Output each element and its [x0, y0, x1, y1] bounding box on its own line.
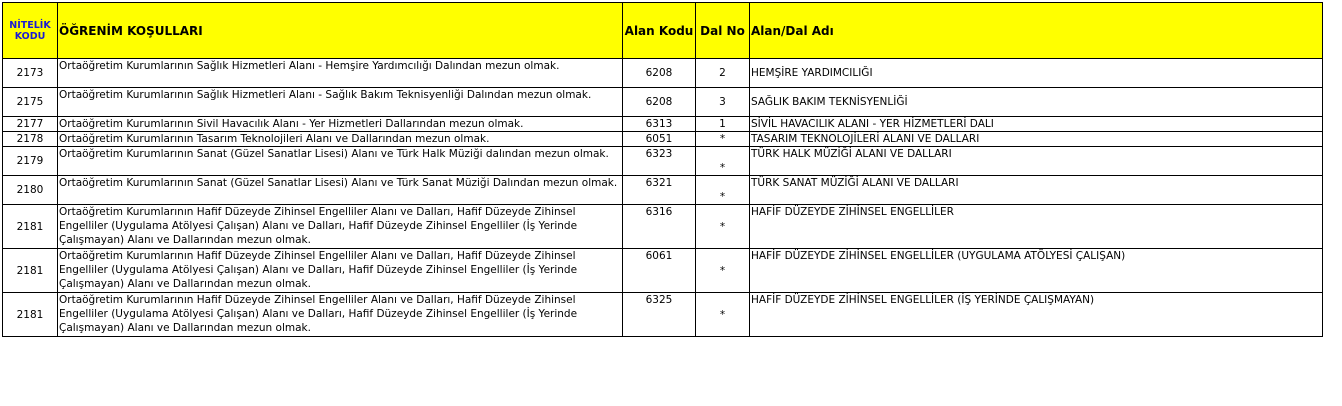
ogrenim-kosulu-cell: Ortaöğretim Kurumlarının Hafif Düzeyde Zihinsel Engelliler Alanı ve Dalları, Hafif Düzeyde Zihinsel Engelliler (Uygulama Atölyesi Çalışan) Alanı ve Dalları, Hafif Düzeyde Zihinsel Engelliler (İş Yerinde Çalışmayan) Alanı ve Dallarından mezun olmak.: [58, 293, 623, 337]
dal-no-header: Dal No: [696, 3, 750, 59]
alan-kodu-cell: 6061: [623, 249, 696, 293]
alan-kodu-cell: 6208: [623, 59, 696, 88]
nitelik-kodu-cell: 2177: [3, 117, 58, 132]
ogrenim-kosulu-cell: Ortaöğretim Kurumlarının Sivil Havacılık Alanı - Yer Hizmetleri Dallarından mezun olmak.: [58, 117, 623, 132]
alan-dal-adi-cell: HAFİF DÜZEYDE ZİHİNSEL ENGELLİLER (UYGULAMA ATÖLYESİ ÇALIŞAN): [750, 249, 1323, 293]
alan-kodu-cell: 6325: [623, 293, 696, 337]
alan-kodu-cell: 6323: [623, 147, 696, 176]
table-row: [3, 88, 1323, 117]
dal-no-cell: 3: [696, 88, 750, 117]
alan-kodu-header: Alan Kodu: [623, 3, 696, 59]
dal-no-cell: *: [696, 176, 750, 205]
alan-dal-adi-cell: HAFİF DÜZEYDE ZİHİNSEL ENGELLİLER (İŞ YERİNDE ÇALIŞMAYAN): [750, 293, 1323, 337]
dal-no-cell: 1: [696, 117, 750, 132]
nitelik-kodu-cell: 2175: [3, 88, 58, 117]
nitelik-kodu-cell: 2181: [3, 249, 58, 293]
dal-no-cell: *: [696, 205, 750, 249]
nitelik-kodu-cell: 2181: [3, 205, 58, 249]
ogrenim-kosulu-cell: Ortaöğretim Kurumlarının Hafif Düzeyde Zihinsel Engelliler Alanı ve Dalları, Hafif Düzeyde Zihinsel Engelliler (Uygulama Atölyesi Çalışan) Alanı ve Dalları, Hafif Düzeyde Zihinsel Engelliler (İş Yerinde Çalışmayan) Alanı ve Dallarından mezun olmak.: [58, 249, 623, 293]
table-row: [3, 293, 1323, 337]
alan-dal-adi-cell: TÜRK HALK MÜZİĞİ ALANI VE DALLARI: [750, 147, 1323, 176]
dal-no-cell: 2: [696, 59, 750, 88]
table-row: [3, 176, 1323, 205]
alan-dal-adi-cell: TASARIM TEKNOLOJİLERİ ALANI VE DALLARI: [750, 132, 1323, 147]
nitelik-kodu-header: [3, 3, 58, 59]
dal-no-cell: *: [696, 132, 750, 147]
ogrenim-kosulu-cell: Ortaöğretim Kurumlarının Tasarım Teknolojileri Alanı ve Dallarından mezun olmak.: [58, 132, 623, 147]
alan-kodu-cell: 6316: [623, 205, 696, 249]
alan-dal-adi-cell: HAFİF DÜZEYDE ZİHİNSEL ENGELLİLER: [750, 205, 1323, 249]
nitelik-header-line1: NİTELİK: [9, 19, 51, 31]
alan-dal-adi-cell: SAĞLIK BAKIM TEKNİSYENLİĞİ: [750, 88, 1323, 117]
alan-dal-adi-cell: HEMŞİRE YARDIMCILIĞI: [750, 59, 1323, 88]
dal-no-cell: *: [696, 249, 750, 293]
table-row: [3, 132, 1323, 147]
ogrenim-kosulu-cell: Ortaöğretim Kurumlarının Sağlık Hizmetleri Alanı - Sağlık Bakım Teknisyenliği Dalından mezun olmak.: [58, 88, 623, 117]
ogrenim-kosullari-header: ÖĞRENİM KOŞULLARI: [58, 3, 623, 59]
nitelik-kodu-cell: 2173: [3, 59, 58, 88]
ogrenim-kosulu-cell: Ortaöğretim Kurumlarının Sağlık Hizmetleri Alanı - Hemşire Yardımcılığı Dalından mezun olmak.: [58, 59, 623, 88]
nitelik-kodu-cell: 2179: [3, 147, 58, 176]
table-row: [3, 59, 1323, 88]
qualification-table: [2, 2, 1323, 337]
nitelik-kodu-cell: 2181: [3, 293, 58, 337]
ogrenim-kosulu-cell: Ortaöğretim Kurumlarının Sanat (Güzel Sanatlar Lisesi) Alanı ve Türk Sanat Müziği Dalından mezun olmak.: [58, 176, 623, 205]
ogrenim-kosulu-cell: Ortaöğretim Kurumlarının Sanat (Güzel Sanatlar Lisesi) Alanı ve Türk Halk Müziği dalından mezun olmak.: [58, 147, 623, 176]
alan-dal-adi-header: Alan/Dal Adı: [750, 3, 1323, 59]
table-row: [3, 205, 1323, 249]
alan-dal-adi-cell: SİVİL HAVACILIK ALANI - YER HİZMETLERİ DALI: [750, 117, 1323, 132]
nitelik-kodu-cell: 2180: [3, 176, 58, 205]
alan-kodu-cell: 6313: [623, 117, 696, 132]
ogrenim-kosulu-cell: Ortaöğretim Kurumlarının Hafif Düzeyde Zihinsel Engelliler Alanı ve Dalları, Hafif Düzeyde Zihinsel Engelliler (Uygulama Atölyesi Çalışan) Alanı ve Dalları, Hafif Düzeyde Zihinsel Engelliler (İş Yerinde Çalışmayan) Alanı ve Dallarından mezun olmak.: [58, 205, 623, 249]
dal-no-cell: *: [696, 293, 750, 337]
alan-dal-adi-cell: TÜRK SANAT MÜZİĞİ ALANI VE DALLARI: [750, 176, 1323, 205]
table-row: [3, 147, 1323, 176]
alan-kodu-cell: 6208: [623, 88, 696, 117]
alan-kodu-cell: 6321: [623, 176, 696, 205]
nitelik-header-line2: KODU: [14, 30, 46, 42]
table-row: [3, 117, 1323, 132]
alan-kodu-cell: 6051: [623, 132, 696, 147]
dal-no-cell: *: [696, 147, 750, 176]
table-row: [3, 249, 1323, 293]
nitelik-kodu-cell: 2178: [3, 132, 58, 147]
table-header-row: [3, 3, 1323, 59]
